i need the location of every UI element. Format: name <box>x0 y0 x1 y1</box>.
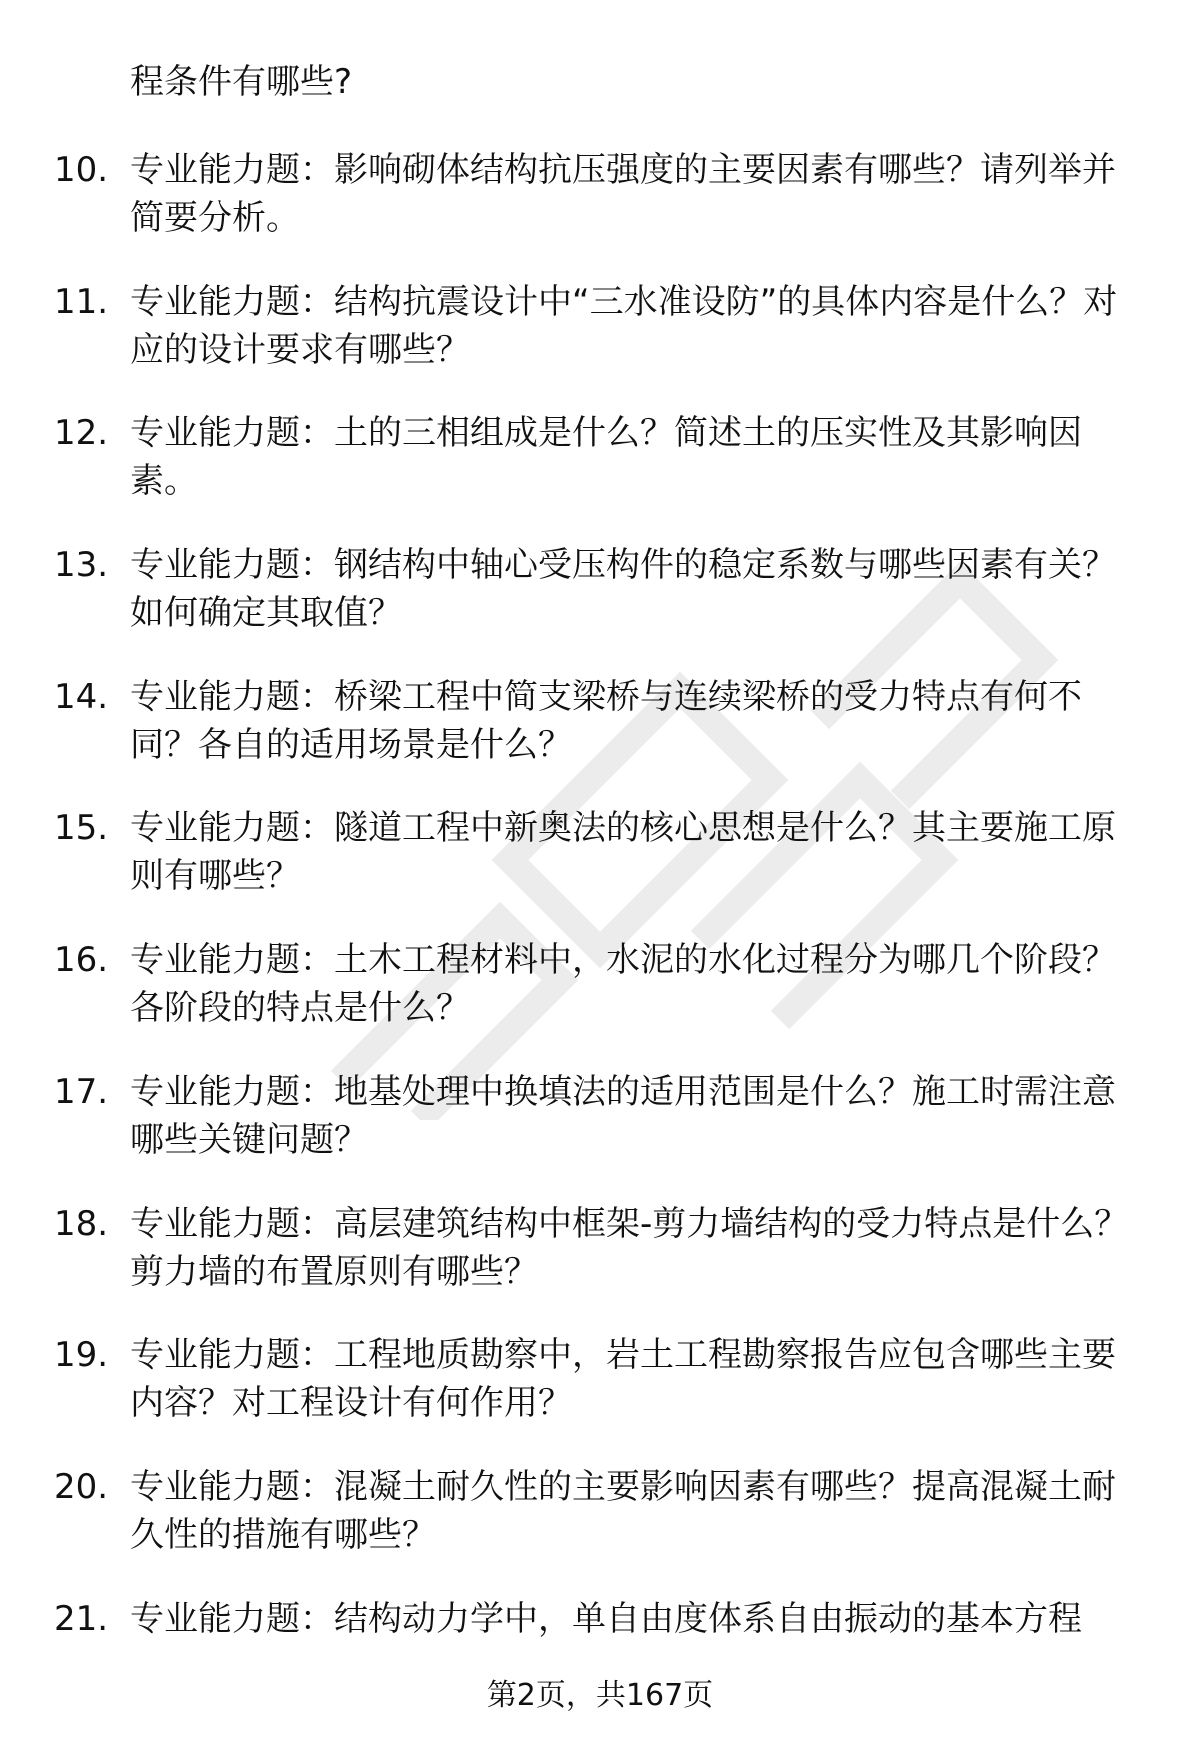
list-item <box>0 278 1200 410</box>
question-list <box>0 146 1200 1726</box>
list-item <box>0 1068 1200 1200</box>
question-text: 专业能力题：结构抗震设计中“三水准设防”的具体内容是什么？对应的设计要求有哪些？ <box>130 281 1118 370</box>
question-number: 14. <box>54 676 109 717</box>
question-text: 专业能力题：影响砌体结构抗压强度的主要因素有哪些？请列举并简要分析。 <box>130 150 1116 238</box>
list-item <box>0 936 1200 1068</box>
question-number: 10. <box>54 150 109 190</box>
question-text: 专业能力题：桥梁工程中简支梁桥与连续梁桥的受力特点有何不同？各自的适用场景是什么？ <box>130 676 1082 765</box>
question-text: 专业能力题：高层建筑结构中框架-剪力墙结构的受力特点是什么？剪力墙的布置原则有哪些？ <box>130 1203 1129 1292</box>
question-number: 15. <box>54 808 109 849</box>
question-text: 专业能力题：钢结构中轴心受压构件的稳定系数与哪些因素有关？如何确定其取值？ <box>130 545 1116 634</box>
question-number: 13. <box>54 545 109 586</box>
continued-question-text: 程条件有哪些? <box>130 62 353 102</box>
question-text: 专业能力题：土的三相组成是什么？简述土的压实性及其影响因素。 <box>130 413 1082 502</box>
question-text: 专业能力题：土木工程材料中，水泥的水化过程分为哪几个阶段？各阶段的特点是什么？ <box>130 940 1116 1029</box>
question-number: 20. <box>54 1466 109 1507</box>
list-item <box>0 1463 1200 1595</box>
list-item <box>0 409 1200 541</box>
list-item <box>0 804 1200 936</box>
question-number: 16. <box>54 940 109 981</box>
list-item <box>0 1331 1200 1463</box>
question-number: 21. <box>54 1598 109 1639</box>
list-item <box>0 541 1200 673</box>
question-number: 18. <box>54 1203 109 1244</box>
question-text: 专业能力题：工程地质勘察中，岩土工程勘察报告应包含哪些主要内容？对工程设计有何作用？ <box>130 1335 1116 1424</box>
question-text: 专业能力题：混凝土耐久性的主要影响因素有哪些？提高混凝土耐久性的措施有哪些？ <box>130 1466 1116 1555</box>
page-footer: 第2页，共167页 <box>486 1678 714 1713</box>
question-text: 专业能力题：结构动力学中，单自由度体系自由振动的基本方程 <box>130 1598 1082 1639</box>
list-item <box>0 673 1200 805</box>
question-text: 专业能力题：隧道工程中新奥法的核心思想是什么？其主要施工原则有哪些？ <box>130 808 1116 897</box>
question-number: 17. <box>54 1071 109 1112</box>
question-text: 专业能力题：地基处理中换填法的适用范围是什么？施工时需注意哪些关键问题？ <box>130 1071 1116 1160</box>
question-number: 12. <box>54 413 109 454</box>
list-item <box>0 146 1200 278</box>
question-number: 11. <box>54 281 109 322</box>
list-item <box>0 1200 1200 1332</box>
question-number: 19. <box>54 1335 109 1376</box>
